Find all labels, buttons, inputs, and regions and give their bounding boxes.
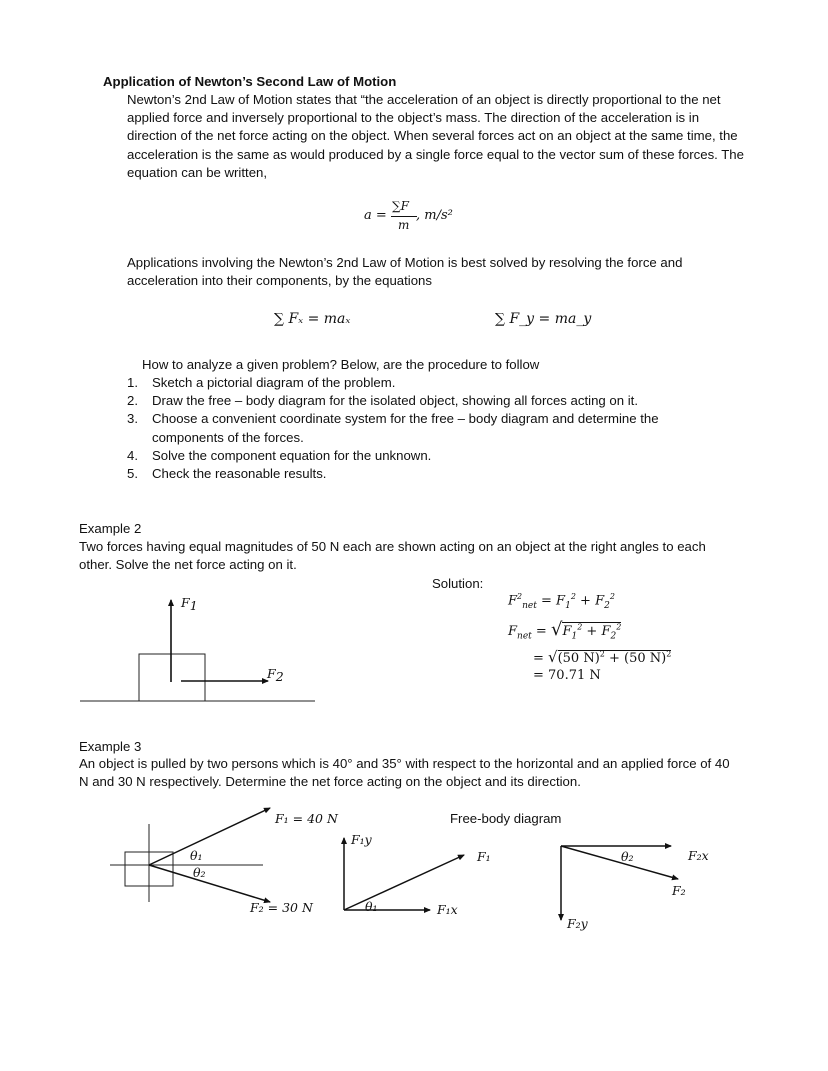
f2y-label: F₂y (567, 916, 588, 931)
f1-components-diagram (344, 832, 491, 917)
procedure-steps (127, 374, 727, 483)
f2x-label: F₂x (688, 848, 709, 863)
example2-solution-label: Solution: (432, 576, 484, 591)
example2-title: Example 2 (79, 521, 142, 536)
eq-lhs: a = (364, 208, 387, 223)
theta1-component-label: θ₁ (365, 899, 378, 914)
solution-line-3: = √(50 N)$^2$ + (50 N)$^2$ (533, 648, 672, 666)
sum-fy-equation: ∑ F_y = ma_y (495, 311, 592, 327)
f1x-label: F₁x (437, 902, 458, 917)
f1-arrow (149, 808, 270, 865)
f2-vector-arrow (561, 846, 678, 879)
object-box (139, 654, 205, 701)
solution-result: = 70.71 N (533, 668, 601, 683)
procedure-step: 2. Draw the free – body diagram for the isolated object, showing all forces acting on it. (127, 393, 638, 409)
eq-units: , m/s² (416, 208, 453, 223)
theta2-component-label: θ₂ (621, 849, 634, 864)
fraction-bar (391, 216, 417, 217)
section-title: Application of Newton’s Second Law of Motion (103, 74, 397, 89)
f1-label: F1 (181, 595, 198, 613)
theta2-label: θ₂ (193, 865, 206, 880)
f2-vector-label: F₂ (672, 883, 686, 898)
pulled-object-diagram (110, 808, 339, 915)
example3-title: Example 3 (79, 739, 142, 754)
f2-label: F₂ = 30 N (250, 900, 313, 915)
procedure-step: 4. Solve the component equation for the unknown. (127, 447, 432, 463)
procedure-intro: How to analyze a given problem? Below, are the procedure to follow (142, 357, 540, 372)
f2-components-diagram (561, 846, 709, 931)
f2-arrow (149, 865, 270, 902)
solution-line-1: $F^2_{net} = F_1^2 + F_2^2$ (508, 592, 615, 611)
solution-line-2: $F_{net} = √F_1^2 + F_2^2$ (508, 619, 622, 642)
theta1-label: θ₁ (190, 848, 203, 863)
procedure-step: 5. Check the reasonable results. (127, 466, 327, 482)
eq-denominator: m (398, 218, 410, 232)
fbd-label: Free-body diagram (450, 811, 562, 826)
components-paragraph: Applications involving the Newton’s 2nd Law of Motion is best solved by resolving the force and acceleration into their components, by the equations (127, 255, 683, 289)
procedure-step: 3. Choose a convenient coordinate system for the free – body diagram and determine the components of the forces. (127, 411, 659, 445)
f1-label: F₁ = 40 N (275, 811, 338, 826)
example2-force-diagram (80, 590, 330, 715)
eq-numerator: ∑F (392, 199, 409, 213)
procedure-step: 1. Sketch a pictorial diagram of the problem. (127, 375, 396, 390)
sum-fx-equation: ∑ Fₓ = maₓ (274, 311, 351, 327)
example3-problem: An object is pulled by two persons which is 40° and 35° with respect to the horizontal and an applied force of 40 N and 30 N respectively. Determine the net force acting on the object and its direction. (79, 756, 730, 790)
example2-problem: Two forces having equal magnitudes of 50 N each are shown acting on an object at the right angles to each other. Solve the net force acting on it. (79, 539, 706, 573)
f1y-label: F₁y (351, 832, 372, 847)
f1-vector-label: F₁ (477, 849, 491, 864)
intro-paragraph: Newton’s 2nd Law of Motion states that “the acceleration of an object is directly proportional to the net applied force and inversely proportional to the object’s mass. The direction of the acceleration is in direction of the net force acting on the object. When several forces act on an object at the same time, the acceleration is the same as would produced by a single force equal to the vector sum of these forces. The equation can be written, (127, 92, 744, 180)
f2-label: F2 (267, 666, 284, 684)
example3-diagrams (100, 800, 740, 940)
